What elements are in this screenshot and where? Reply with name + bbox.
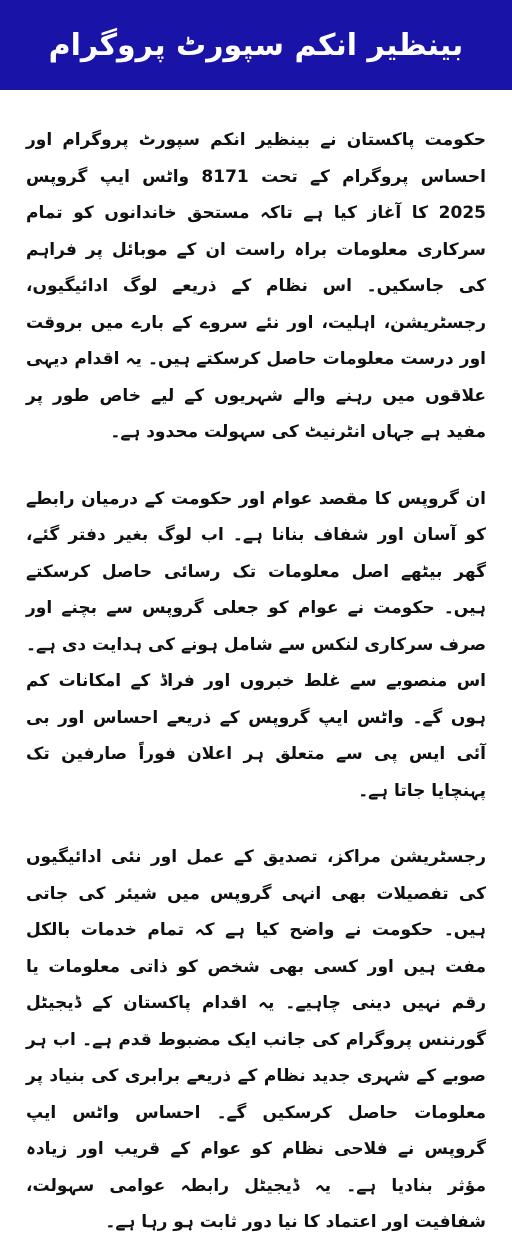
title-banner (0, 0, 512, 90)
paragraph-3: رجسٹریشن مراکز، تصدیق کے عمل اور نئی ادائیگیوں کی تفصیلات بھی انہی گروپس میں شیئر کی جاتی ہیں۔ حکومت نے واضح کیا ہے کہ تمام خدمات بالکل مفت ہیں اور کسی بھی شخص کو ذاتی معلومات یا رقم نہیں دینی چاہیے۔ یہ اقدام پاکستان کے ڈیجیٹل گورننس پروگرام کی جانب ایک مضبوط قدم ہے۔ اب ہر صوبے کے شہری جدید نظام کے ذریعے برابری کی بنیاد پر معلومات حاصل کرسکیں گے۔ احساس واٹس ایپ گروپس نے فلاحی نظام کو عوام کے قریب اور زیادہ مؤثر بنادیا ہے۔ یہ ڈیجیٹل رابطہ عوامی سہولت، شفافیت اور اعتماد کا نیا دور ثابت ہو رہا ہے۔ (26, 847, 486, 1232)
paragraph-1: حکومت پاکستان نے بینظیر انکم سپورٹ پروگرام اور احساس پروگرام کے تحت 8171 واٹس ایپ گروپس 2025 کا آغاز کیا ہے تاکہ مستحق خاندانوں کو تمام سرکاری معلومات براہ راست ان کے موبائل پر فراہم کی جاسکیں۔ اس نظام کے ذریعے لوگ ادائیگیوں، رجسٹریشن، اہلیت، اور نئے سروے کے بارے میں بروقت اور درست معلومات حاصل کرسکتے ہیں۔ یہ اقدام دیہی علاقوں میں رہنے والے شہریوں کے لیے خاص طور پر مفید ہے جہاں انٹرنیٹ کی سہولت محدود ہے۔ (26, 130, 486, 442)
article-body (26, 122, 486, 1241)
paragraph-2: ان گروپس کا مقصد عوام اور حکومت کے درمیان رابطے کو آسان اور شفاف بنانا ہے۔ اب لوگ بغیر دفتر گئے، گھر بیٹھے اصل معلومات تک رسائی حاصل کرسکتے ہیں۔ حکومت نے عوام کو جعلی گروپس سے بچنے اور صرف سرکاری لنکس سے شامل ہونے کی ہدایت دی ہے۔ اس منصوبے سے غلط خبروں اور فراڈ کے امکانات کم ہوں گے۔ واٹس ایپ گروپس کے ذریعے احساس اور بی آئی ایس پی سے متعلق ہر اعلان فوراً صارفین تک پہنچایا جاتا ہے۔ (26, 488, 486, 801)
page-title: بینظیر انکم سپورٹ پروگرام (48, 27, 464, 63)
